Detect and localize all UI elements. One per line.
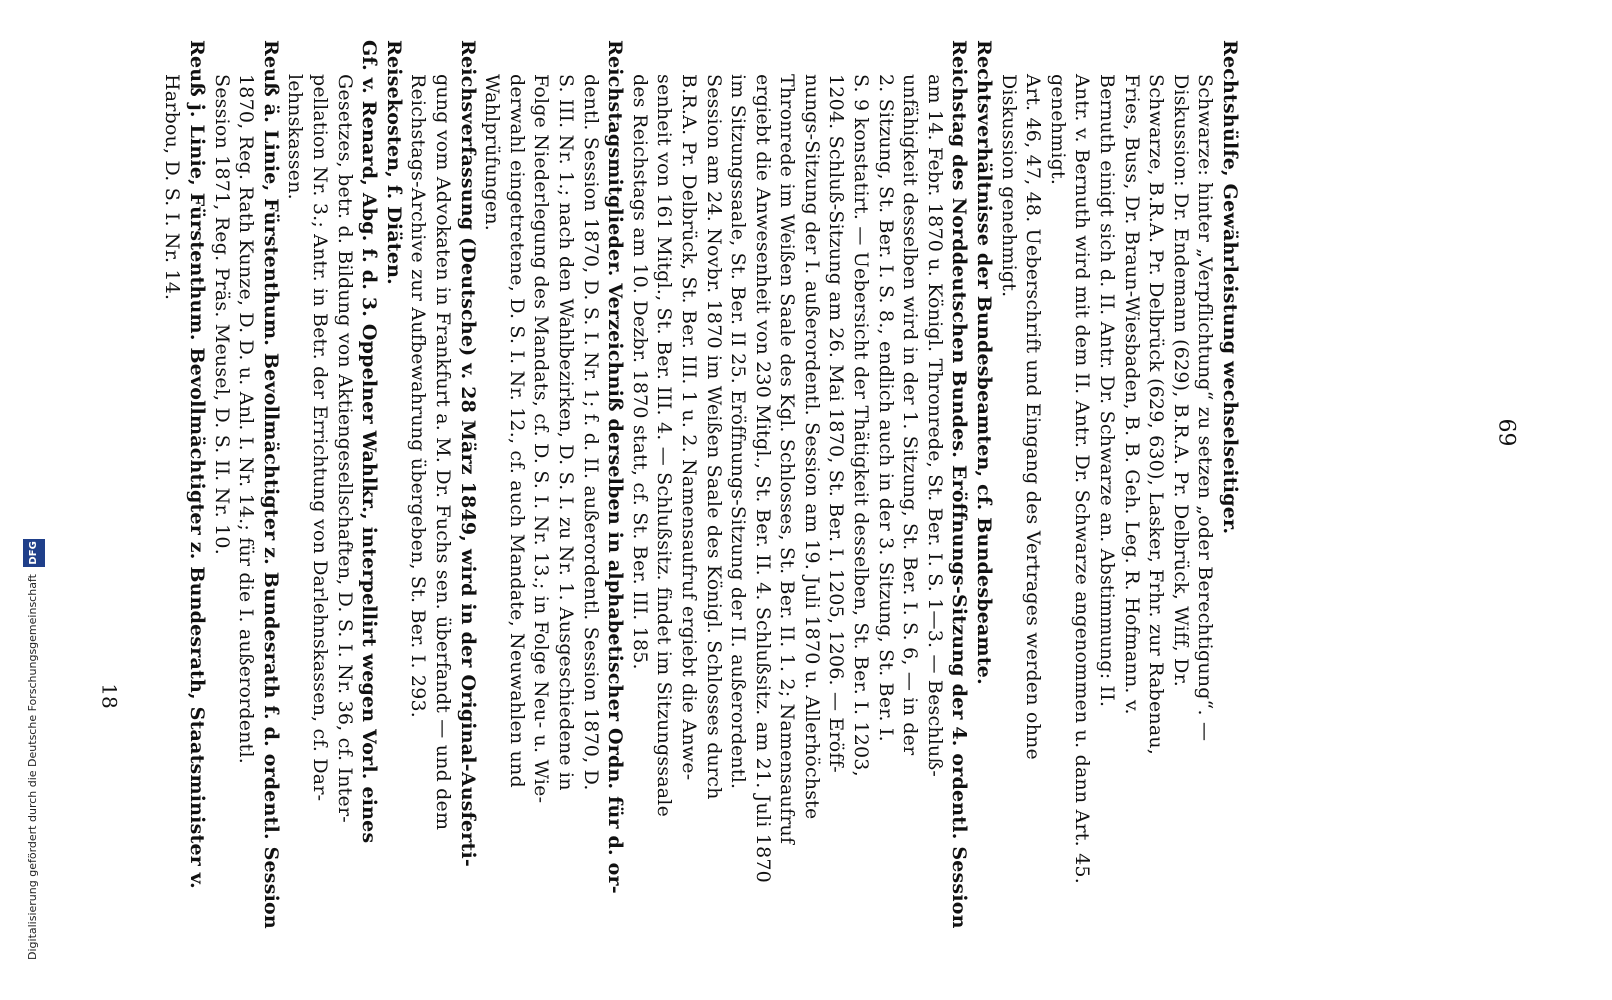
index-entry (160, 40, 209, 970)
index-entry (406, 40, 480, 970)
index-entry (996, 40, 1242, 970)
entry-line: 1870, Reg. Rath Kunze, D. D. u. Anl. I. Nr. 14.; für die I. außerordentl. (235, 74, 258, 765)
entry-line: derwahl eingetretene, D. S. I. Nr. 12., cf. auch Mandate, Neuwahlen und (505, 74, 528, 788)
entry-line: ergiebt die Anwesenheit von 230 Mitgl., St. Ber. II. 4. Schlußsitz. am 21. Juli 1870 (751, 74, 774, 883)
entry-line: 2. Sitzung, St. Ber. I. S. 8., endlich auch in der 3. Sitzung, St. Ber. I. (874, 74, 897, 742)
entry-heading: Reuß ä. Linie, Fürstenthum. Bevollmächtigter z. Bundesrath f. d. ordentl. Session (259, 40, 282, 929)
index-entry (627, 40, 971, 970)
entry-line: S. III. Nr. 1.; nach den Wahlbezirken, D. S. I. zu Nr. 1. Ausgeschiedene in (554, 74, 577, 791)
entry-line: Antr. v. Bernuth wird mit dem II. Antr. Dr. Schwarze angenommen u. dann Art. 45. genehmigt. (1046, 74, 1094, 884)
document-page (140, 0, 1260, 1000)
entry-line: Diskussion: Dr. Endemann (629), B.R.A. Pr. Delbrück, Wiff, Dr. (1169, 74, 1192, 688)
entry-line: Reichstags-Archive zur Aufbewahrung übergeben, St. Ber. I. 293. (407, 74, 430, 719)
page-number-bottom: 18 (97, 683, 122, 709)
index-entry (480, 40, 628, 970)
entry-line: Bernuth einigt sich d. II. Antr. Dr. Schwarze an. Abstimmung: II. (1096, 74, 1119, 708)
entry-line: gung vom Advokaten in Frankfurt a. M. Dr. Fuchs sen. überfandt — und dem (432, 74, 454, 831)
entry-heading: Reuß j. Linie, Fürstenthum. Bevollmächtigter z. Bundesrath, Staatsminister v. (186, 40, 209, 889)
entry-heading: Gf. v. Renard, Abg. f. d. 3. Oppelner Wahlkr., interpellirt wegen Vorl. eines (358, 40, 381, 844)
entry-line: nungs-Sitzung der I. außerordentl. Session am 19. Juli 1870 u. Allerhöchste (800, 74, 823, 820)
entry-line: S. 9 konstatirt. — Uebersicht der Thätigkeit desselben, St. Ber. I. 1203, (850, 74, 873, 777)
index-entry (283, 40, 381, 970)
entry-line: im Sitzungssaale, St. Ber. II 25. Eröffnungs-Sitzung der II. außerordentl. (727, 74, 750, 790)
entry-line: B.R.A. Pr. Delbrück, St. Ber. III. 1 u. 2. Namensaufruf ergiebt die Anwe- (677, 74, 700, 781)
footer-credit: Digitalisierung gefördert durch die Deutsche Forschungsgemeinschaft (26, 574, 39, 960)
entry-line: Fries, Buss, Dr. Braun-Wiesbaden, B. B. Geh. Leg. R. Hofmann. v. (1120, 74, 1143, 715)
digitization-footer (22, 0, 44, 1000)
index-entry (209, 40, 283, 970)
entry-line: Schwarze: hinter „Verpflichtung“ zu setzen „oder Berechtigung“. — (1194, 74, 1217, 742)
entry-line: am 14. Febr. 1870 u. Königl. Thronrede, St. Ber. I. S. 1—3. — Beschluß- (923, 74, 946, 777)
entry-heading: Reisekosten, f. Diäten. (382, 40, 405, 285)
dfg-logo: DFG (23, 539, 45, 566)
page-number-top: 69 (1493, 418, 1519, 447)
entry-line: pellation Nr. 3.; Antr. in Betr. der Errichtung von Darlehnskassen, cf. Dar- (309, 74, 332, 802)
entry-line: 1204. Schluß-Sitzung am 26. Mai 1870, St. Ber. I. 1205, 1206. — Eröff- (825, 74, 848, 773)
index-text-body (140, 0, 1260, 1000)
entry-line: Gesetzes, betr. d. Bildung von Aktiengesellschaften, D. S. I. Nr. 36, cf. Inter- (333, 74, 356, 823)
entry-line: unfähigkeit desselben wird in der 1. Sitzung, St. Ber. I. S. 6, — in der (899, 74, 922, 756)
entry-line: lehnskassen. (284, 74, 307, 200)
entry-line: Schwarze, B.R.A. Pr. Delbrück (629, 630), Lasker, Frhr. zur Rabenau, (1145, 74, 1168, 756)
entry-heading: Rechtshülfe, Gewährleistung wechselseitiger. (1219, 40, 1241, 535)
entry-line: Diskussion genehmigt. (997, 74, 1020, 298)
index-entry (971, 40, 996, 970)
entry-heading: Reichstagsmitglieder. Verzeichniß derselben in alphabetischer Ordn. für d. or- (604, 40, 627, 894)
entry-line: Thronrede im Weißen Saale des Kgl. Schlosses, St. Ber. II. 1. 2; Namensaufruf (776, 74, 799, 845)
entry-heading: Rechtsverhältnisse der Bundesbeamten, cf. Bundesbeamte. (973, 40, 996, 685)
entry-line: dentl. Session 1870, D. S. I. Nr. 1; f. d. II. außerordentl. Session 1870, D. (579, 74, 602, 791)
entry-line: Wahlprüfungen. (481, 74, 504, 231)
entry-line: Art. 46, 47, 48. Ueberschrift und Eingang des Vertrages werden ohne (1022, 74, 1045, 760)
entry-line: Harbou, D. S. I. Nr. 14. (161, 74, 184, 301)
entry-line: senheit von 161 Mitgl., St. Ber. III. 4. — Schlußsitz. findet im Sitzungssaale (653, 74, 676, 818)
entry-line: Session 1871, Reg. Präs. Meusel, D. S. II. Nr. 10. (210, 74, 233, 555)
entry-heading: Reichstag des Norddeutschen Bundes. Eröffnungs-Sitzung der 4. ordentl. Session (948, 40, 971, 929)
index-entry (381, 40, 406, 970)
entry-line: Session am 24. Novbr. 1870 im Weißen Saale des Königl. Schlosses durch (702, 74, 725, 800)
entry-heading: Reichsverfassung (Deutsche) v. 28 März 1849, wird in der Original-Ausferti- (456, 40, 479, 867)
entry-line: Folge Niederlegung des Mandats, cf. D. S. I. Nr. 13.; in Folge Neu- u. Wie- (530, 74, 553, 804)
entry-line: des Reichstags am 10. Dezbr. 1870 statt, cf. St. Ber. III. 185. (628, 74, 651, 670)
